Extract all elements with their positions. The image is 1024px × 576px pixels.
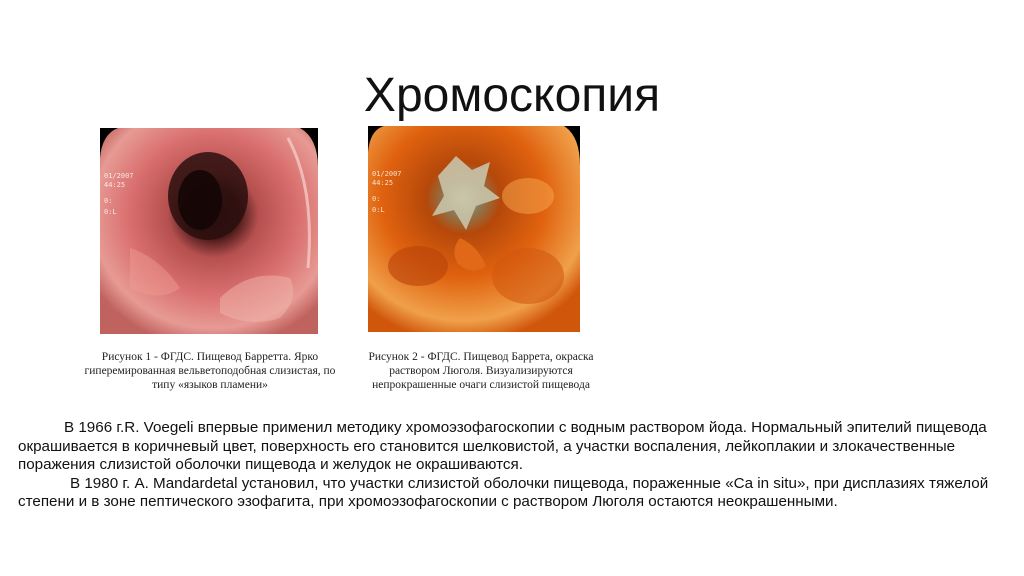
overlay-date-1: 01/2007 xyxy=(104,172,134,180)
overlay-code-b-2: 0:L xyxy=(372,206,385,214)
endoscopy-image-1 xyxy=(100,128,318,334)
overlay-code-a-2: 0: xyxy=(372,195,381,203)
paragraph-2: В 1980 г. A. Mandardetal установил, что участки слизистой оболочки пищевода, пораженные «Ca in situ», при дисплазиях тяжелой степени и в зоне пептического эзофагита, при хромоэзофагоскопии с раствором Люголя остаются неокрашенными. xyxy=(18,474,989,511)
endoscopy-image-2-graphic xyxy=(368,126,580,332)
overlay-time-2: 44:25 xyxy=(372,179,394,187)
endoscopy-image-1-graphic xyxy=(100,128,318,334)
body-text xyxy=(18,419,1018,512)
page-title: Хромоскопия xyxy=(363,69,661,123)
paragraph-1: В 1966 г.R. Voegeli впервые применил методику хромоэзофагоскопии с водным раствором йода. Нормальный эпителий пищевода окрашивается в коричневый цвет, поверхность его становится шелковистой, а участки воспаления, лейкоплакии и злокачественные поражения слизистой оболочки пищевода и желудок не окрашиваются. xyxy=(18,419,987,474)
overlay-time-1: 44:25 xyxy=(104,181,126,189)
endoscopy-image-2 xyxy=(368,126,580,332)
overlay-code-a-1: 0: xyxy=(104,197,113,205)
overlay-date-2: 01/2007 xyxy=(372,170,402,178)
figure-1-caption: Рисунок 1 - ФГДС. Пищевод Барретта. Ярко гиперемированная вельветоподобная слизистая, по типу «языков пламени» xyxy=(84,351,336,391)
figure-2-caption: Рисунок 2 - ФГДС. Пищевод Баррета, окраска раствором Люголя. Визуализируются непрокрашенные очаги слизистой пищевода xyxy=(368,351,594,391)
overlay-code-b-1: 0:L xyxy=(104,208,117,216)
